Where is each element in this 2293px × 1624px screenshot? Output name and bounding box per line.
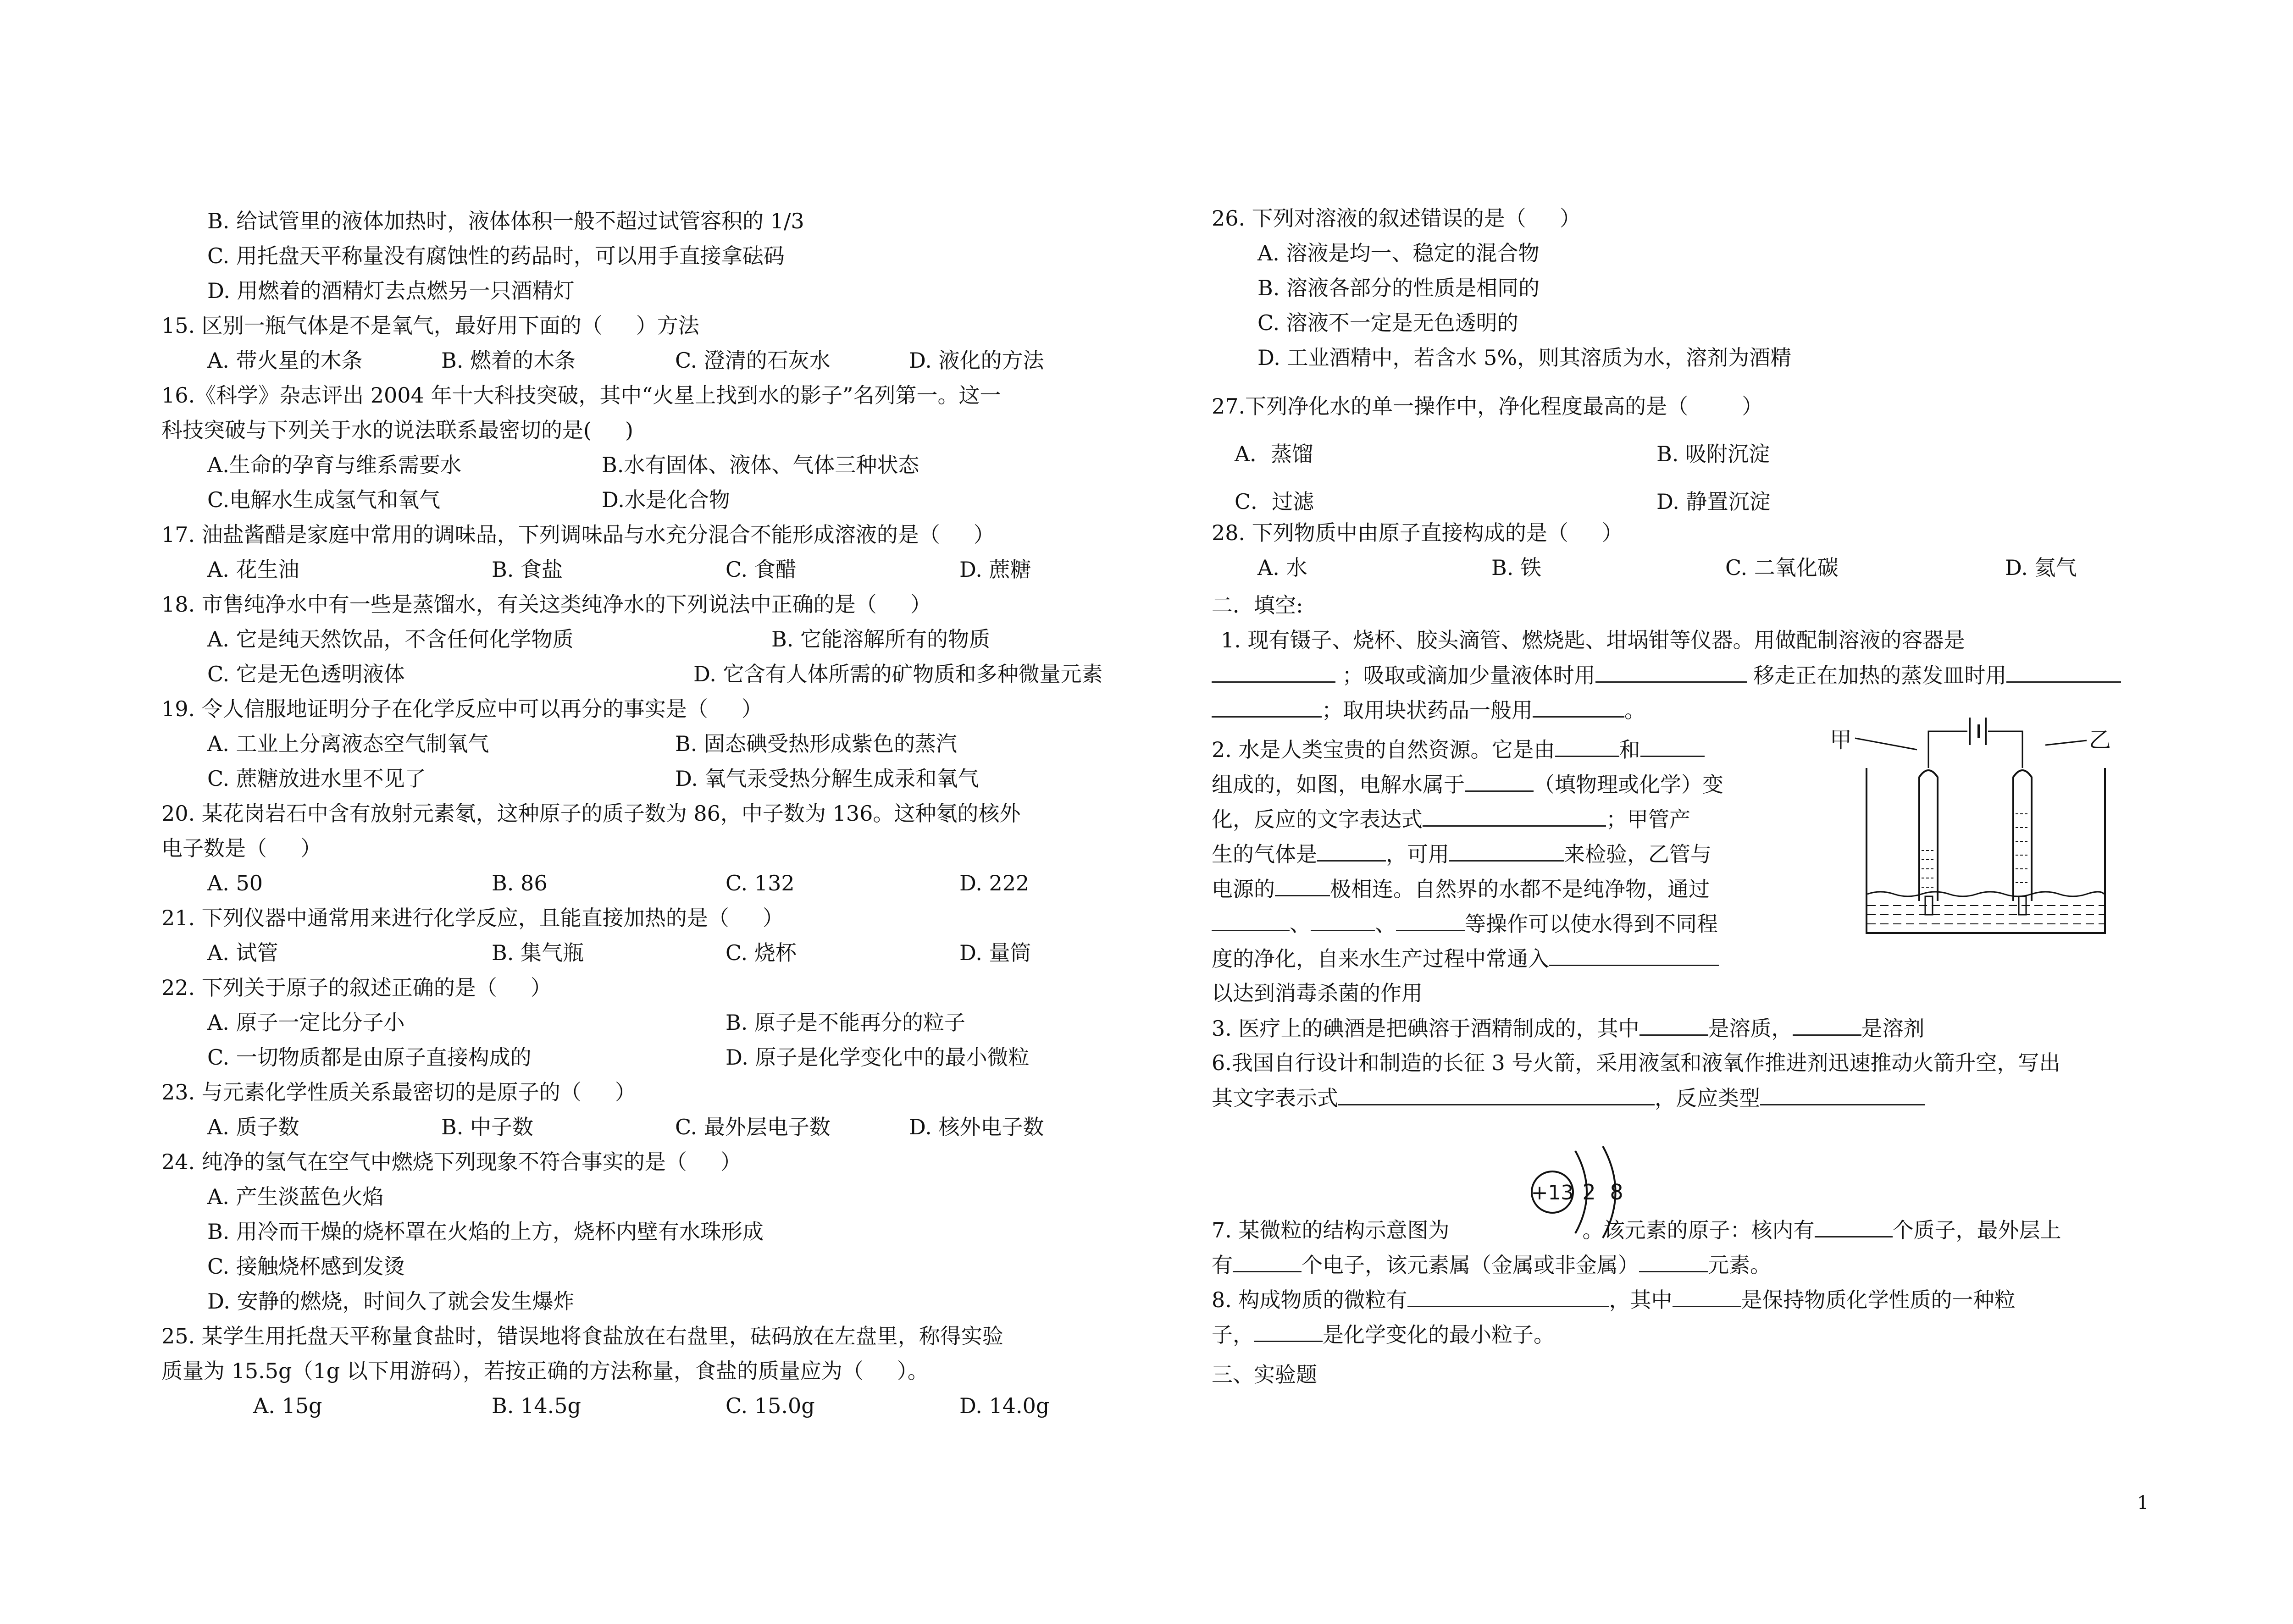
q25-stem-2: 质量为 15.5g（1g 以下用游码），若按正确的方法称量，食盐的质量应为（ ）。 (161, 1359, 929, 1383)
q20-option-a: A. 50 (207, 871, 263, 895)
q15-option-c: C. 澄清的石灰水 (675, 348, 831, 373)
q24-option-b: B. 用冷而干燥的烧杯罩在火焰的上方，烧杯内壁有水珠形成 (207, 1219, 764, 1244)
q16-option-a: A.生命的孕育与维系需要水 (207, 453, 461, 477)
q17-stem: 17. 油盐酱醋是家庭中常用的调味品，下列调味品与水充分混合不能形成溶液的是（ ） (161, 522, 995, 547)
q17-option-a: A. 花生油 (207, 557, 299, 582)
fill-q2-line-3: 化，反应的文字表达式 ；甲管产 (1212, 805, 1690, 833)
fill-q6-line-1: 6.我国自行设计和制造的长征 3 号火箭，采用液氢和液氧作推进剂迅速推动火箭升空，写出 (1212, 1050, 2060, 1075)
q15-option-b: B. 燃着的木条 (441, 348, 576, 373)
page-number: 1 (2137, 1492, 2149, 1514)
q19-option-b: B. 固态碘受热形成紫色的蒸汽 (675, 731, 958, 756)
q21-option-b: B. 集气瓶 (492, 940, 584, 965)
q27-option-d: D. 静置沉淀 (1656, 489, 1771, 514)
q16-option-b: B.水有固体、液体、气体三种状态 (602, 453, 919, 477)
section-experiment-heading: 三、实验题 (1212, 1362, 1317, 1387)
q24-stem: 24. 纯净的氢气在空气中燃烧下列现象不符合事实的是（ ） (161, 1149, 742, 1174)
atom-shell-2-count: 8 (1610, 1180, 1623, 1204)
q14-option-c: C. 用托盘天平称量没有腐蚀性的药品时，可以用手直接拿砝码 (207, 243, 785, 268)
q20-option-d: D. 222 (959, 871, 1030, 895)
q19-stem: 19. 令人信服地证明分子在化学反应中可以再分的事实是（ ） (161, 696, 763, 721)
q21-option-a: A. 试管 (207, 940, 278, 965)
fill-q8-line-1: 8. 构成物质的微粒有 ，其中 是保持物质化学性质的一种粒 (1212, 1286, 2016, 1314)
fill-q1-line-3: ；取用块状药品一般用 。 (1212, 696, 1645, 724)
fill-q2-line-8: 以达到消毒杀菌的作用 (1212, 981, 1423, 1005)
q25-stem-1: 25. 某学生用托盘天平称量食盐时，错误地将食盐放在右盘里，砝码放在左盘里，称得实验 (161, 1324, 1003, 1348)
q26-option-d: D. 工业酒精中，若含水 5%，则其溶质为水，溶剂为酒精 (1257, 345, 1792, 370)
q27-option-b: B. 吸附沉淀 (1656, 442, 1770, 466)
q25-option-a: A. 15g (253, 1393, 322, 1418)
q25-option-d: D. 14.0g (959, 1393, 1050, 1418)
q28-option-d: D. 氦气 (2005, 555, 2077, 580)
electrolysis-diagram (1830, 713, 2123, 942)
fill-q8-line-2: 子， 是化学变化的最小粒子。 (1212, 1320, 1555, 1348)
q20-option-b: B. 86 (492, 871, 548, 895)
fill-q1-line-1: 1. 现有镊子、烧杯、胶头滴管、燃烧匙、坩埚钳等仪器。用做配制溶液的容器是 (1221, 628, 1965, 652)
atom-shell-1-count: 2 (1582, 1180, 1596, 1204)
q20-stem-2: 电子数是（ ） (161, 836, 322, 861)
q21-stem: 21. 下列仪器中通常用来进行化学反应，且能直接加热的是（ ） (161, 906, 784, 930)
fill-q6-line-2: 其文字表示式 ，反应类型 (1212, 1084, 1925, 1112)
q27-option-c: C．过滤 (1235, 489, 1314, 514)
fill-q2-line-4: 生的气体是 ，可用 来检验，乙管与 (1212, 840, 1711, 868)
q24-option-d: D. 安静的燃烧，时间久了就会发生爆炸 (207, 1289, 575, 1314)
fill-q2-line-7: 度的净化，自来水生产过程中常通入 (1212, 945, 1719, 972)
q14-option-b: B. 给试管里的液体加热时，液体体积一般不超过试管容积的 1/3 (207, 209, 804, 233)
q19-option-c: C. 蔗糖放进水里不见了 (207, 766, 426, 791)
q17-option-b: B. 食盐 (492, 557, 563, 582)
q24-option-a: A. 产生淡蓝色火焰 (207, 1184, 384, 1209)
q28-stem: 28. 下列物质中由原子直接构成的是（ ） (1212, 520, 1623, 545)
section-fill-in-heading: 二．填空: (1212, 593, 1303, 618)
q23-option-c: C. 最外层电子数 (675, 1115, 831, 1139)
q19-option-a: A. 工业上分离液态空气制氧气 (207, 731, 489, 756)
fill-q7-line-1: 7. 某微粒的结构示意图为 。该元素的原子：核内有 个质子，最外层上 (1212, 1216, 2061, 1244)
q18-stem: 18. 市售纯净水中有一些是蒸馏水，有关这类纯净水的下列说法中正确的是（ ） (161, 592, 931, 617)
q20-option-c: C. 132 (726, 871, 795, 895)
q22-stem: 22. 下列关于原子的叙述正确的是（ ） (161, 975, 552, 1000)
q26-stem: 26. 下列对溶液的叙述错误的是（ ） (1212, 206, 1581, 231)
q22-option-a: A. 原子一定比分子小 (207, 1010, 405, 1035)
q15-option-a: A. 带火星的木条 (207, 348, 363, 373)
q26-option-b: B. 溶液各部分的性质是相同的 (1257, 276, 1540, 300)
q16-stem-2: 科技突破与下列关于水的说法联系最密切的是( ) (161, 418, 634, 442)
q23-option-d: D. 核外电子数 (909, 1115, 1044, 1139)
q20-stem-1: 20. 某花岗岩石中含有放射元素氡，这种原子的质子数为 86，中子数为 136。这种氡的核外 (161, 801, 1021, 826)
q17-option-d: D. 蔗糖 (959, 557, 1031, 582)
q28-option-a: A. 水 (1257, 555, 1307, 580)
diagram-label-jia: 甲 (1830, 727, 1852, 753)
fill-q2-line-5: 电源的 极相连。自然界的水都不是纯净物，通过 (1212, 875, 1710, 903)
q15-option-d: D. 液化的方法 (909, 348, 1044, 373)
q21-option-d: D. 量筒 (959, 940, 1031, 965)
q28-option-c: C. 二氧化碳 (1725, 555, 1839, 580)
q27-stem: 27.下列净化水的单一操作中，净化程度最高的是（ ） (1212, 394, 1763, 419)
q18-option-d: D. 它含有人体所需的矿物质和多种微量元素 (693, 662, 1103, 686)
fill-q2-line-6: 、 、 等操作可以使水得到不同程 (1212, 910, 1718, 938)
q25-option-c: C. 15.0g (726, 1393, 815, 1418)
q26-option-a: A. 溶液是均一、稳定的混合物 (1257, 241, 1540, 265)
q16-option-c: C.电解水生成氢气和氧气 (207, 487, 441, 512)
q24-option-c: C. 接触烧杯感到发烫 (207, 1254, 405, 1279)
q19-option-d: D. 氧气汞受热分解生成汞和氧气 (675, 766, 979, 791)
q22-option-b: B. 原子是不能再分的粒子 (726, 1010, 966, 1035)
q26-option-c: C. 溶液不一定是无色透明的 (1257, 310, 1518, 335)
diagram-label-yi: 乙 (2089, 727, 2111, 753)
fill-q2-line-1: 2. 水是人类宝贵的自然资源。它是由 和 (1212, 735, 1705, 763)
q22-option-c: C. 一切物质都是由原子直接构成的 (207, 1045, 532, 1070)
q23-option-b: B. 中子数 (441, 1115, 534, 1139)
q25-option-b: B. 14.5g (492, 1393, 581, 1418)
q16-stem-1: 16.《科学》杂志评出 2004 年十大科技突破，其中“火星上找到水的影子”名列第一。这一 (161, 383, 1001, 408)
q18-option-c: C. 它是无色透明液体 (207, 662, 405, 686)
q23-option-a: A. 质子数 (207, 1115, 299, 1139)
q23-stem: 23. 与元素化学性质关系最密切的是原子的（ ） (161, 1080, 636, 1105)
atom-nucleus-charge: +13 (1531, 1181, 1574, 1204)
q27-option-a: A．蒸馏 (1235, 442, 1313, 466)
q21-option-c: C. 烧杯 (726, 940, 797, 965)
q22-option-d: D. 原子是化学变化中的最小微粒 (726, 1045, 1030, 1070)
atom-structure-diagram (1527, 1132, 1646, 1252)
fill-q7-line-2: 有 个电子，该元素属（金属或非金属） 元素。 (1212, 1251, 1771, 1279)
q28-option-b: B. 铁 (1491, 555, 1542, 580)
q14-option-d: D. 用燃着的酒精灯去点燃另一只酒精灯 (207, 278, 575, 303)
fill-q3-line: 3. 医疗上的碘酒是把碘溶于酒精制成的，其中 是溶质， 是溶剂 (1212, 1014, 1925, 1042)
q17-option-c: C. 食醋 (726, 557, 797, 582)
fill-q1-line-2: ；吸取或滴加少量液体时用 移走正在加热的蒸发皿时用 (1212, 661, 2121, 689)
fill-q2-line-2: 组成的，如图，电解水属于 （填物理或化学）变 (1212, 770, 1723, 798)
q15-stem: 15. 区别一瓶气体是不是氧气，最好用下面的（ ）方法 (161, 313, 699, 338)
q18-option-a: A. 它是纯天然饮品，不含任何化学物质 (207, 627, 574, 652)
q18-option-b: B. 它能溶解所有的物质 (771, 627, 991, 652)
q16-option-d: D.水是化合物 (602, 487, 730, 512)
